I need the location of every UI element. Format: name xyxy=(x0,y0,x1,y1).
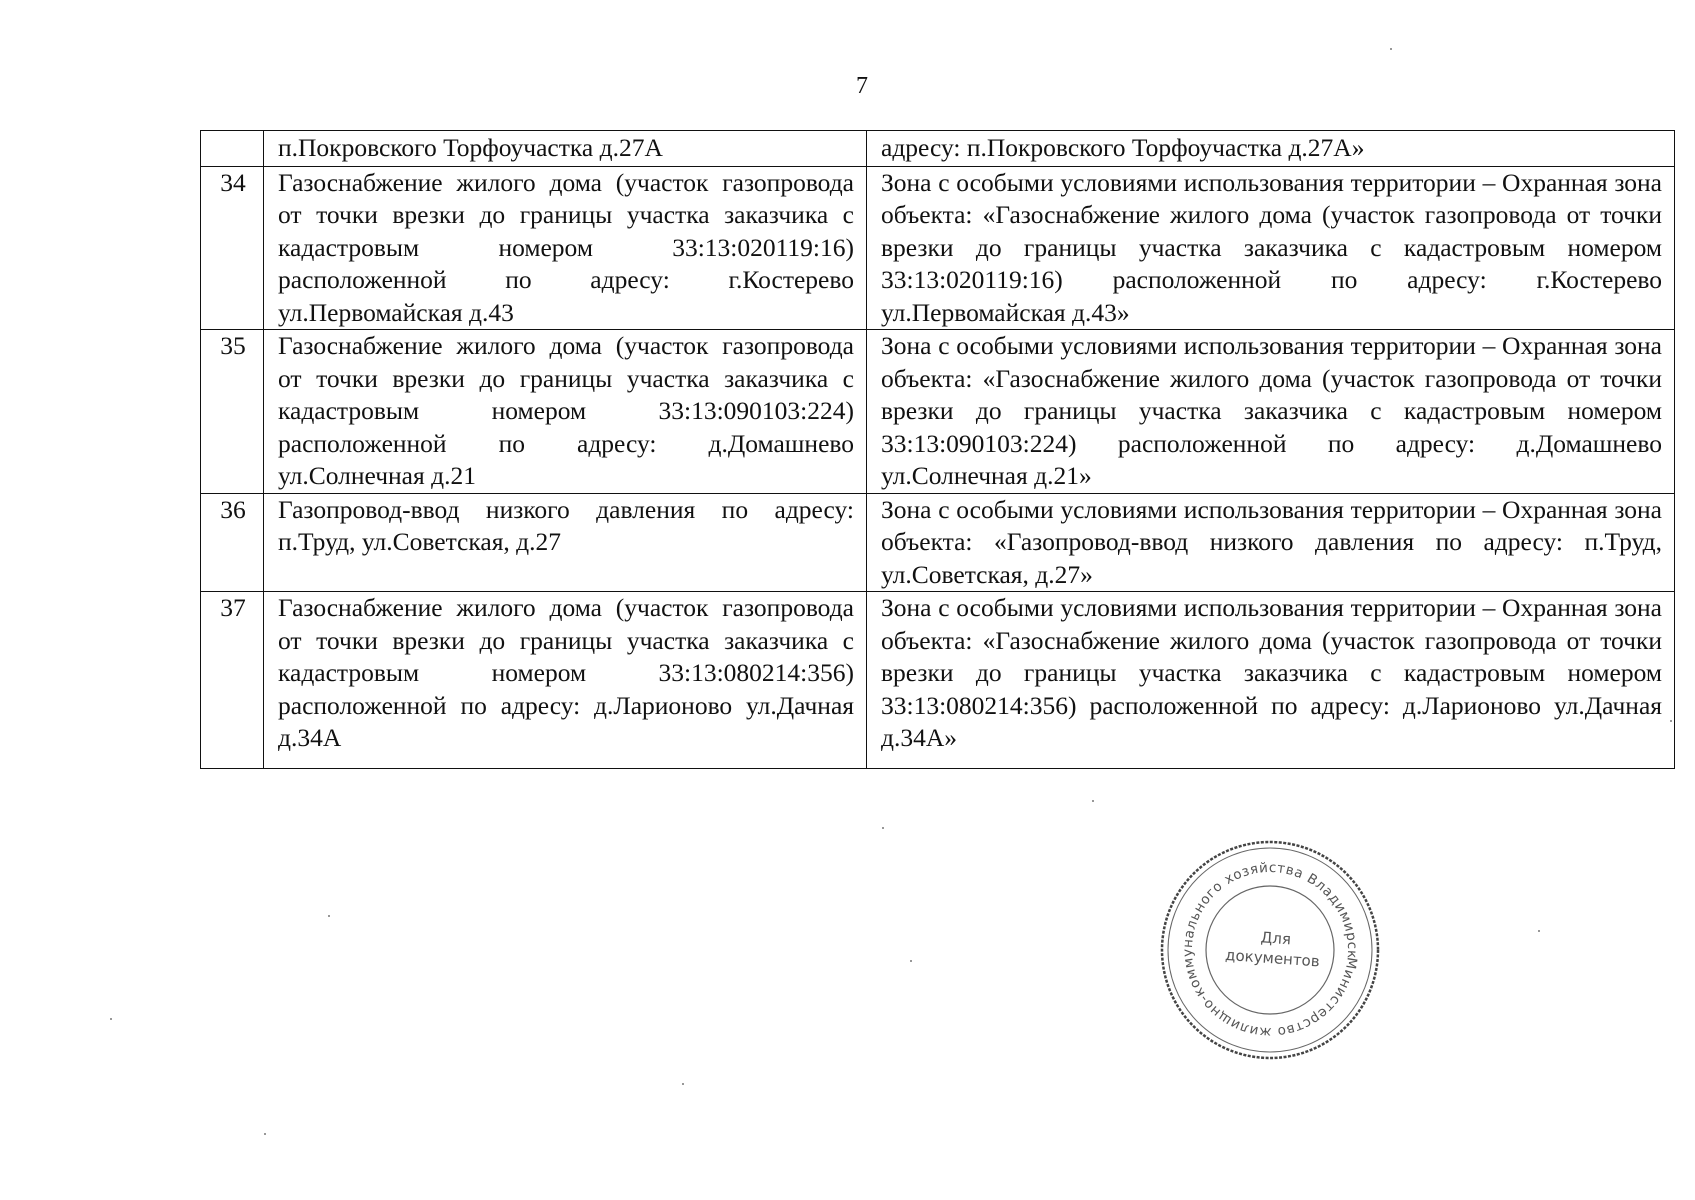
zone-cell: Зона с особыми условиями использования территории – Охранная зона объекта: «Газопровод-ввод низкого давления по адресу: п.Труд, ул.Советская, д.27» xyxy=(867,493,1675,592)
page-number: 7 xyxy=(856,73,868,99)
table-row xyxy=(201,330,1675,494)
seal-center-line1: Для xyxy=(1260,928,1292,949)
object-cell: Газоснабжение жилого дома (участок газопровода от точки врезки до границы участка заказчика с кадастровым номером 33:13:020119:16) расположенной по адресу: г.Костерево ул.Первомайская д.43 xyxy=(264,166,867,330)
row-number: 35 xyxy=(201,330,264,494)
table-row xyxy=(201,592,1675,769)
object-cell: Газоснабжение жилого дома (участок газопровода от точки врезки до границы участка заказчика с кадастровым номером 33:13:090103:224) расположенной по адресу: д.Домашнево ул.Солнечная д.21 xyxy=(264,330,867,494)
scan-speck xyxy=(1538,930,1540,932)
zones-table xyxy=(200,130,1675,769)
scan-speck xyxy=(1670,720,1672,722)
scan-speck xyxy=(1390,48,1392,50)
object-cell: п.Покровского Торфоучастка д.27А xyxy=(264,131,867,167)
seal-ring-text: Министерство жилищно-коммунального хозяйства Владимирской xyxy=(1179,859,1361,1041)
row-number: 37 xyxy=(201,592,264,769)
seal-center-line2: документов xyxy=(1224,945,1321,971)
scan-speck xyxy=(264,1133,266,1135)
object-cell: Газопровод-ввод низкого давления по адресу: п.Труд, ул.Советская, д.27 xyxy=(264,493,867,592)
seal-graphic xyxy=(1155,835,1385,1065)
zone-cell: Зона с особыми условиями использования территории – Охранная зона объекта: «Газоснабжение жилого дома (участок газопровода от точки врезки до границы участка заказчика с кадастровым номером 33:13:080214:356) расположенной по адресу: д.Ларионово ул.Дачная д.34А» xyxy=(867,592,1675,769)
official-seal xyxy=(1155,835,1385,1065)
table-row xyxy=(201,493,1675,592)
zone-cell: Зона с особыми условиями использования территории – Охранная зона объекта: «Газоснабжение жилого дома (участок газопровода от точки врезки до границы участка заказчика с кадастровым номером 33:13:020119:16) расположенной по адресу: г.Костерево ул.Первомайская д.43» xyxy=(867,166,1675,330)
scan-speck xyxy=(910,960,912,962)
zone-cell: Зона с особыми условиями использования территории – Охранная зона объекта: «Газоснабжение жилого дома (участок газопровода от точки врезки до границы участка заказчика с кадастровым номером 33:13:090103:224) расположенной по адресу: д.Домашнево ул.Солнечная д.21» xyxy=(867,330,1675,494)
scan-speck xyxy=(1092,800,1094,802)
scan-speck xyxy=(682,1083,684,1085)
row-number xyxy=(201,131,264,167)
row-number: 34 xyxy=(201,166,264,330)
scan-speck xyxy=(110,1018,112,1020)
scan-speck xyxy=(882,827,884,829)
object-cell: Газоснабжение жилого дома (участок газопровода от точки врезки до границы участка заказчика с кадастровым номером 33:13:080214:356) расположенной по адресу: д.Ларионово ул.Дачная д.34А xyxy=(264,592,867,769)
zone-cell: адресу: п.Покровского Торфоучастка д.27А» xyxy=(867,131,1675,167)
row-number: 36 xyxy=(201,493,264,592)
scan-speck xyxy=(328,915,330,917)
table-row xyxy=(201,131,1675,167)
table-row xyxy=(201,166,1675,330)
